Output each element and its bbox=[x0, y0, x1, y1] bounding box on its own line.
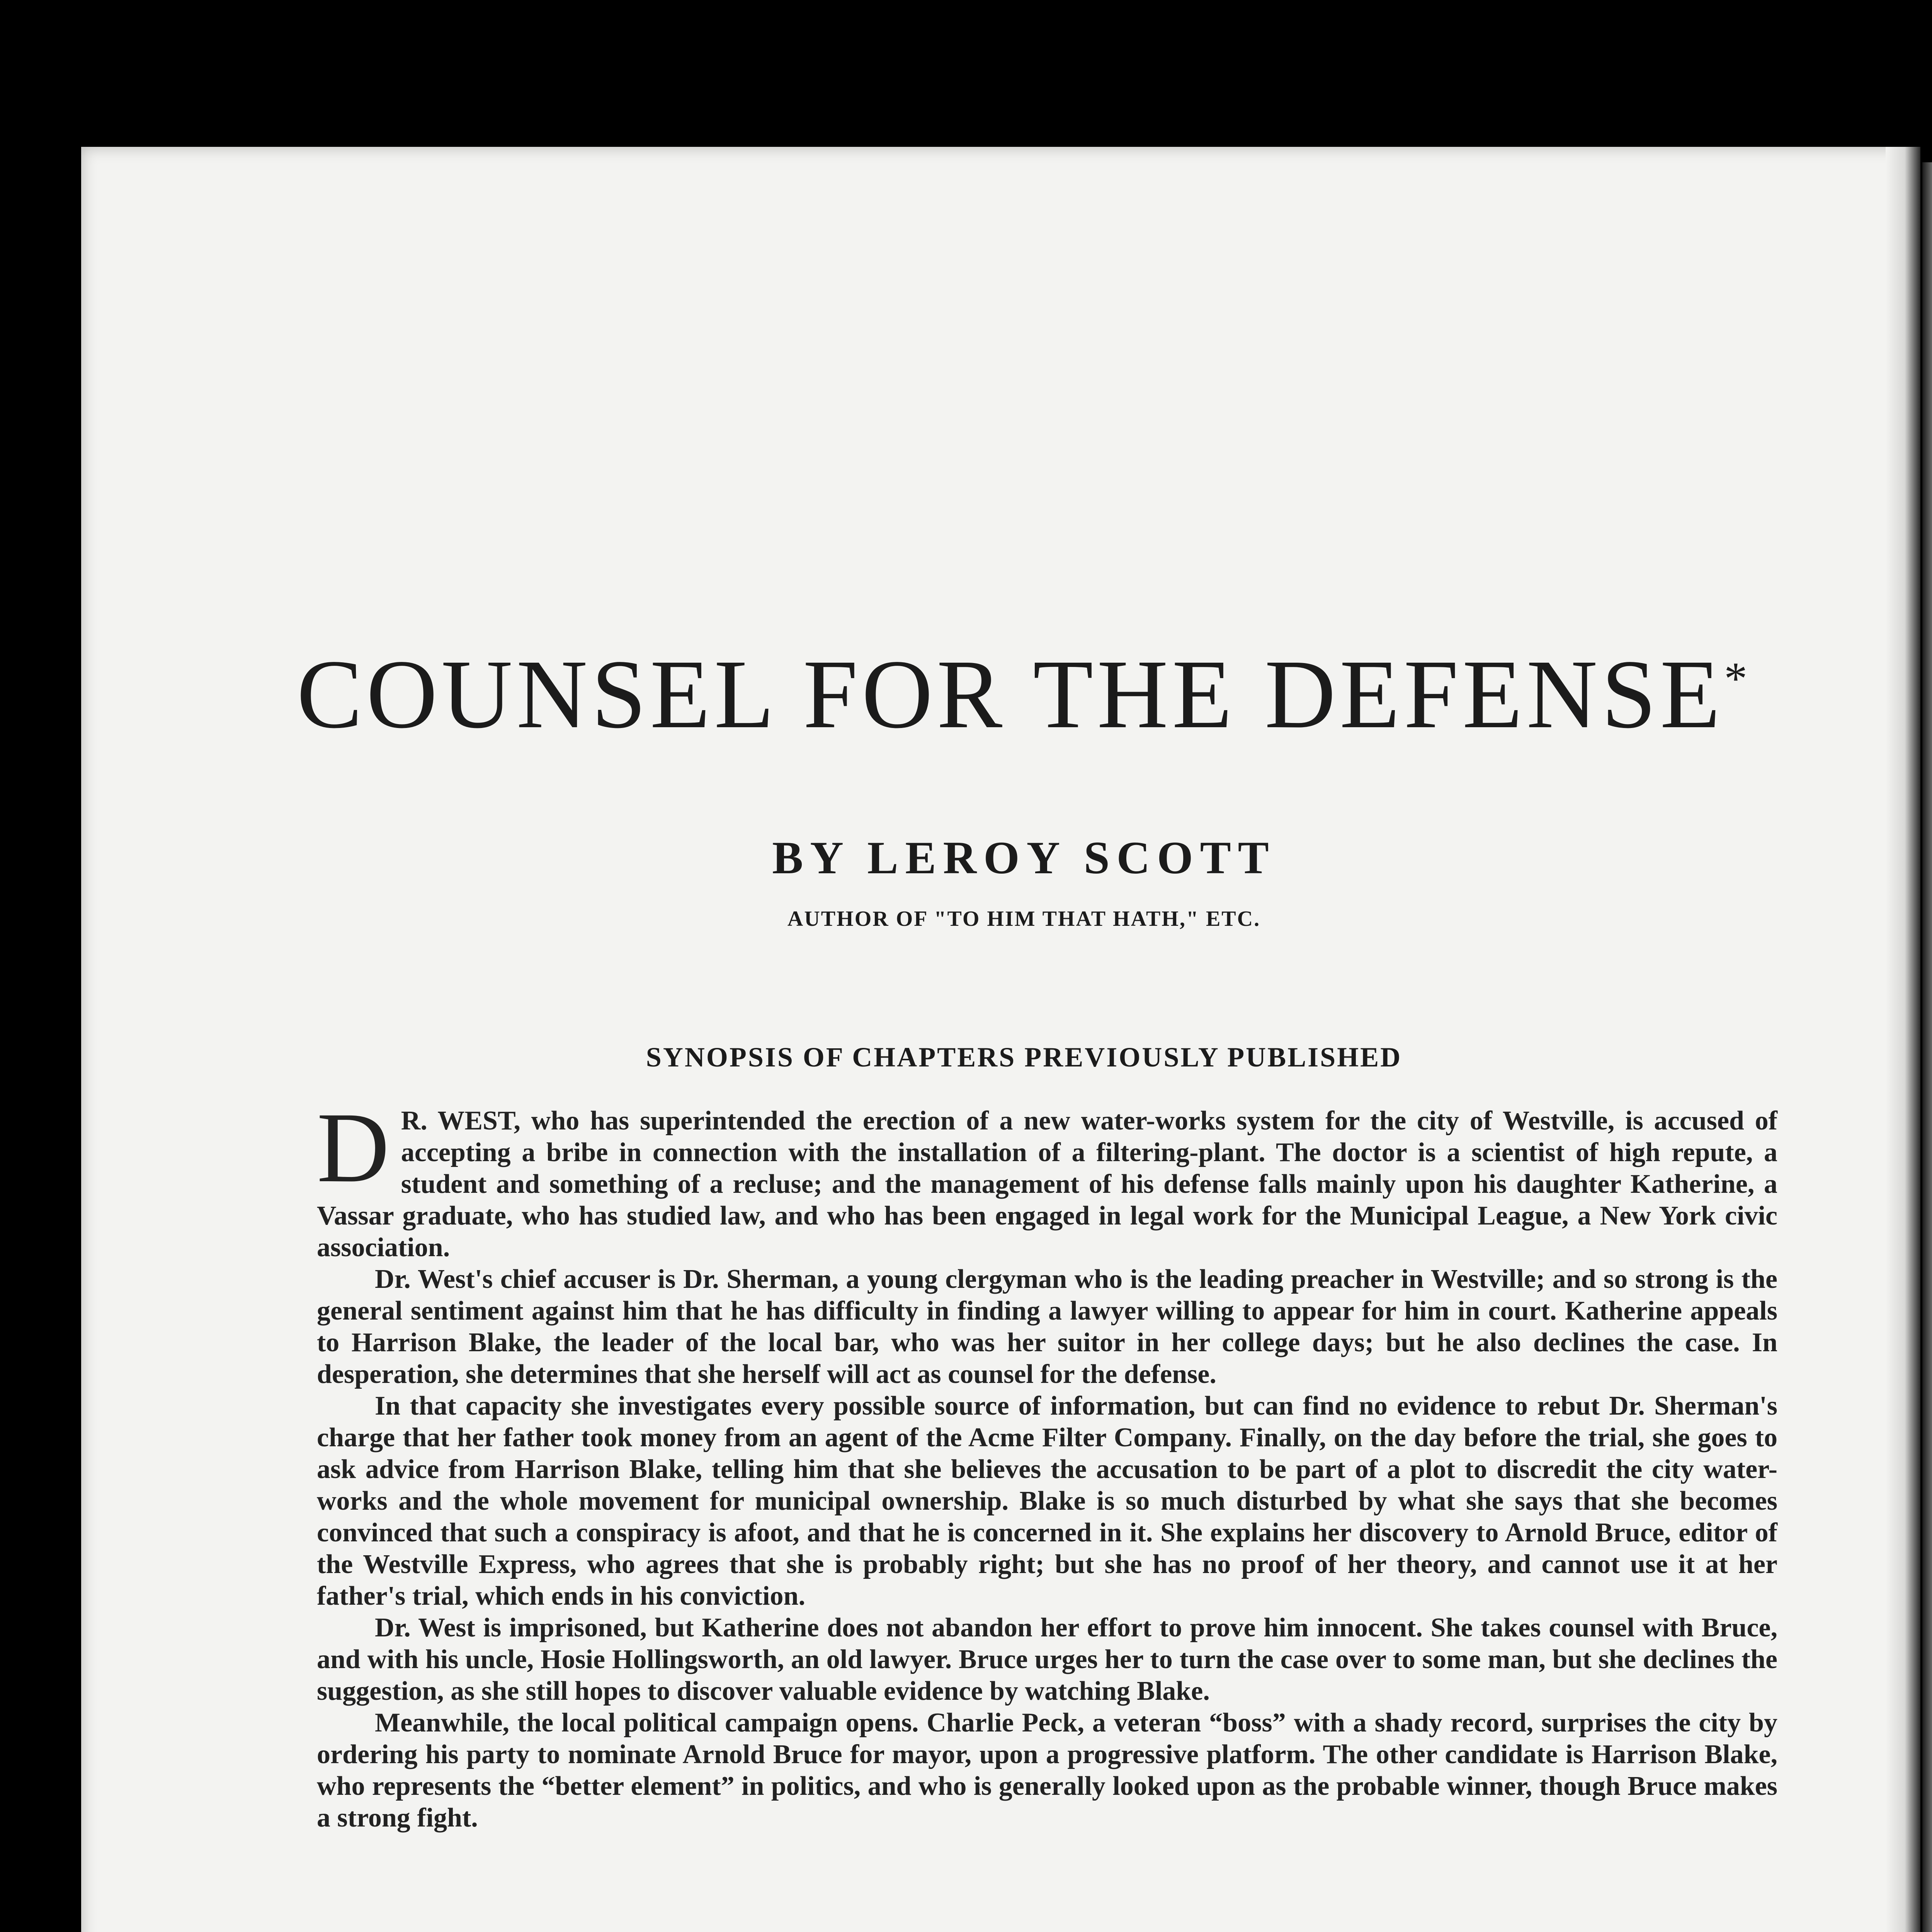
byline: BY LEROY SCOTT bbox=[772, 832, 1276, 883]
synopsis-dropcap: D bbox=[317, 1092, 389, 1203]
adjacent-page-edge bbox=[1922, 162, 1932, 1932]
synopsis-paragraph: Meanwhile, the local political campaign opens. Charlie Peck, a veteran “boss” with a shady record, surprises the city by ordering his party to nominate Arnold Bruce for mayor, upon a progressive platform. The other candidate is Harrison Blake, who represents the “better element” in politics, and who is generally looked upon as the probable winner, though Bruce makes a strong fight. bbox=[317, 1708, 1777, 1833]
article-title-text: COUNSEL FOR THE DEFENSE bbox=[296, 640, 1725, 749]
magazine-page bbox=[81, 147, 1920, 1932]
synopsis-paragraph bbox=[317, 1092, 1777, 1264]
footnote-marker: * bbox=[1724, 653, 1752, 704]
synopsis-paragraph: Dr. West's chief accuser is Dr. Sherman, a young clergyman who is the leading preacher in Westville; and so strong is the general sentiment against him that he has difficulty in finding a lawyer willing to appear for him in court. Katherine appeals to Harrison Blake, the leader of the local bar, who was her suitor in her college days; but he also declines the case. In desperation, she determines that she herself will act as counsel for the defense. bbox=[317, 1264, 1777, 1389]
synopsis-text bbox=[317, 1092, 1777, 1834]
synopsis-paragraph-text: R. WEST, who has superintended the erection of a new water-works system for the city of Westville, is accused of accepting a bribe in connection with the installation of a filtering-plant. The doctor is a scientist of high repute, a student and something of a recluse; and the management of his defense falls mainly upon his daughter Katherine, a Vassar graduate, who has studied law, and who has been engaged in legal work for the Municipal League, a New York civic association. bbox=[317, 1106, 1777, 1262]
author-credits: AUTHOR OF "TO HIM THAT HATH," ETC. bbox=[787, 907, 1261, 931]
synopsis-heading: SYNOPSIS OF CHAPTERS PREVIOUSLY PUBLISHED bbox=[646, 1042, 1402, 1073]
article-title bbox=[236, 640, 1812, 749]
page-fold-shadow bbox=[1886, 147, 1920, 1932]
synopsis-paragraph: Dr. West is imprisoned, but Katherine does not abandon her effort to prove him innocent. She takes counsel with Bruce, and with his uncle, Hosie Hollingsworth, an old lawyer. Bruce urges her to turn the case over to some man, but she declines the suggestion, as she still hopes to discover valuable evidence by watching Blake. bbox=[317, 1613, 1777, 1706]
synopsis-paragraph: In that capacity she investigates every possible source of information, but can find no evidence to rebut Dr. Sherman's charge that her father took money from an agent of the Acme Filter Company. Finally, on the day before the trial, she goes to ask advice from Harrison Blake, telling him that she believes the accusation to be part of a plot to discredit the city water-works and the whole movement for municipal ownership. Blake is so much disturbed by what she says that she becomes convinced that such a conspiracy is afoot, and that he is concerned in it. She explains her discovery to Arnold Bruce, editor of the Westville Express, who agrees that she is probably right; but she has no proof of her theory, and cannot use it at her father's trial, which ends in his conviction. bbox=[317, 1391, 1777, 1611]
